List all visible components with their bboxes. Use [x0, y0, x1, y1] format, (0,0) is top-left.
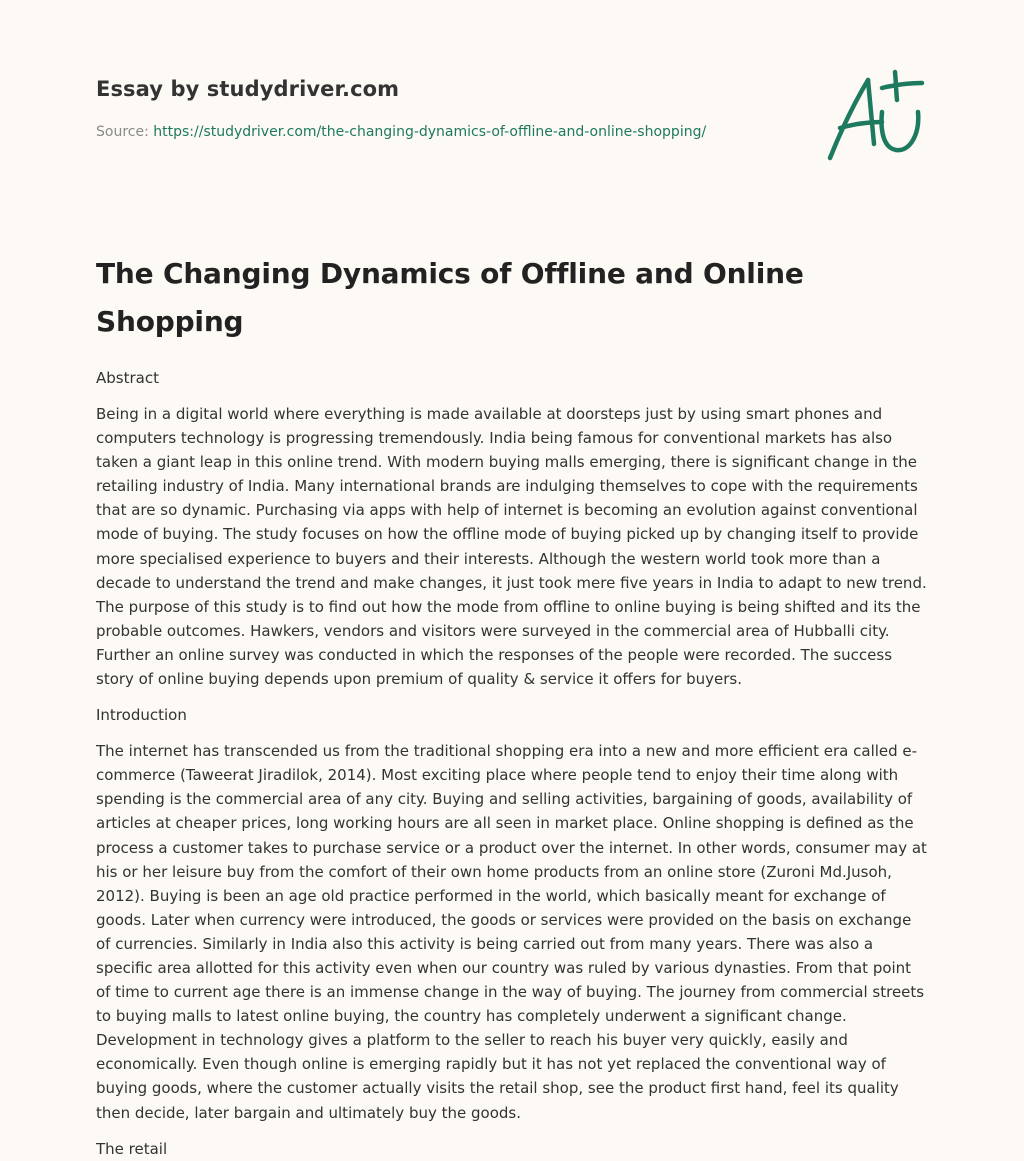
- a-plus-logo-icon: [824, 66, 928, 166]
- site-title: Essay by studydriver.com: [96, 77, 400, 101]
- source-label: Source:: [96, 124, 154, 140]
- page-header: [96, 0, 928, 200]
- essay-body: [96, 250, 928, 1161]
- source-line: [96, 124, 706, 140]
- section-heading-introduction: Introduction: [96, 706, 187, 725]
- section-heading-abstract: Abstract: [96, 369, 159, 387]
- paragraph-abstract: Being in a digital world where everything is made available at doorsteps just by using smart phones and computers technology is progressing tremendously. India being famous for conventional markets has also taken a giant leap in this online trend. With modern buying malls emerging, there is significant change in the retailing industry of India. Many international brands are indulging themselves to cope with the requirements that are so dynamic. Purchasing via apps with help of internet is becoming an evolution against conventional mode of buying. The study focuses on how the offline mode of buying picked up by changing itself to provide more specialised experience to buyers and their interests. Although the western world took more than a decade to understand the trend and make changes, it just took mere five years in India to adapt to new trend. The purpose of this study is to find out how the mode from offline to online buying is being shifted and its the probable outcomes. Hawkers, vendors and visitors were surveyed in the commercial area of Hubballi city. Further an online survey was conducted in which the responses of the people were recorded. The success story of online buying depends upon premium of quality & service it offers for buyers.: [96, 405, 927, 689]
- source-link[interactable]: https://studydriver.com/the-changing-dynamics-of-offline-and-online-shopping/: [153, 124, 707, 140]
- section-heading-the-retail: The retail: [96, 1139, 168, 1158]
- essay-title: The Changing Dynamics of Offline and Online Shopping: [96, 257, 804, 338]
- paragraph-introduction: The internet has transcended us from the traditional shopping era into a new and more efficient era called e-commerce (Taweerat Jiradilok, 2014). Most exciting place where people tend to enjoy their time along with spending is the commercial area of any city. Buying and selling activities, bargaining of goods, availability of articles at cheaper prices, long working hours are all seen in market place. Online shopping is defined as the process a customer takes to purchase service or a product over the internet. In other words, consumer may at his or her leisure buy from the comfort of their own home products from an online store (Zuroni Md.Jusoh, 2012). Buying is been an age old practice performed in the world, which basically meant for exchange of goods. Later when currency were introduced, the goods or services were provided on the basis on exchange of currencies. Similarly in India also this activity is being carried out from many years. There was also a specific area allotted for this activity even when our country was ruled by various dynasties. From that point of time to current age there is an immense change in the way of buying. The journey from commercial streets to buying malls to latest online buying, the country has completely underwent a significant change. Development in technology gives a platform to the seller to reach his buyer very quickly, easily and economically. Even though online is emerging rapidly but it has not yet replaced the conventional way of buying goods, where the customer actually visits the retail shop, see the product first hand, feel its quality then decide, later bargain and ultimately buy the goods.: [96, 742, 927, 1122]
